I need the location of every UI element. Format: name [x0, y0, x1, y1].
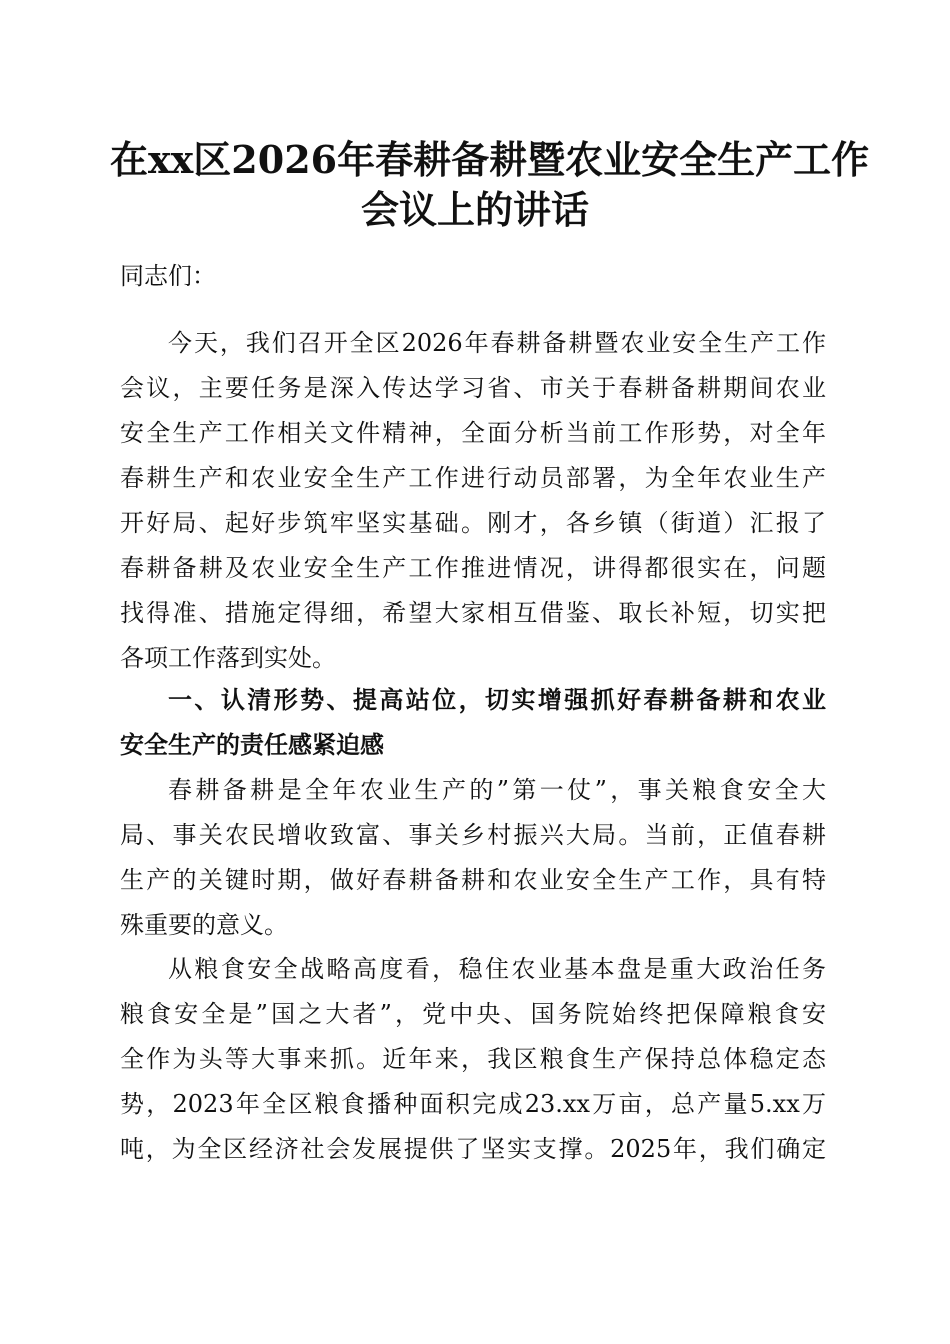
paragraph-line: 生产的关键时期，做好春耕备耕和农业安全生产工作，具有特: [120, 866, 826, 894]
paragraph-importance: [120, 768, 826, 948]
paragraph-line: 春耕备耕是全年农业生产的”第一仗”，事关粮食安全大: [168, 776, 826, 804]
document-title-line-2: 会议上的讲话: [360, 187, 589, 232]
document-title-line-1: 在xx区2026年春耕备耕暨农业安全生产工作: [110, 137, 870, 182]
paragraph-line: 全作为头等大事来抓。近年来，我区粮食生产保持总体稳定态: [120, 1045, 826, 1073]
paragraph-food-security: [120, 947, 826, 1172]
section-heading-1: [120, 678, 826, 768]
paragraph-line: 从粮食安全战略高度看，稳住农业基本盘是重大政治任务: [168, 955, 826, 983]
paragraph-line: 安全生产工作相关文件精神，全面分析当前工作形势，对全年: [120, 419, 826, 447]
paragraph-opening: [120, 321, 826, 681]
paragraph-line: 春耕生产和农业安全生产工作进行动员部署，为全年农业生产: [120, 464, 826, 492]
paragraph-line: 吨，为全区经济社会发展提供了坚实支撑。2025年，我们确定: [120, 1135, 826, 1163]
paragraph-line: 开好局、起好步筑牢坚实基础。刚才，各乡镇（街道）汇报了: [120, 509, 826, 537]
paragraph-line: 殊重要的意义。: [120, 911, 288, 939]
salutation: 同志们：: [120, 262, 216, 290]
paragraph-line: 粮食安全是”国之大者”，党中央、国务院始终把保障粮食安: [120, 1000, 826, 1028]
paragraph-line: 势，2023年全区粮食播种面积完成23.xx万亩，总产量5.xx万: [120, 1090, 826, 1118]
paragraph-line: 春耕备耕及农业安全生产工作推进情况，讲得都很实在，问题: [120, 554, 826, 582]
paragraph-line: 找得准、措施定得细，希望大家相互借鉴、取长补短，切实把: [120, 599, 826, 627]
paragraph-line: 今天，我们召开全区2026年春耕备耕暨农业安全生产工作: [168, 329, 826, 357]
paragraph-line: 各项工作落到实处。: [120, 644, 336, 672]
heading-line: 安全生产的责任感紧迫感: [120, 731, 384, 759]
paragraph-line: 局、事关农民增收致富、事关乡村振兴大局。当前，正值春耕: [120, 821, 826, 849]
paragraph-line: 会议，主要任务是深入传达学习省、市关于春耕备耕期间农业: [120, 374, 826, 402]
heading-line: 一、认清形势、提高站位，切实增强抓好春耕备耕和农业: [168, 686, 826, 714]
